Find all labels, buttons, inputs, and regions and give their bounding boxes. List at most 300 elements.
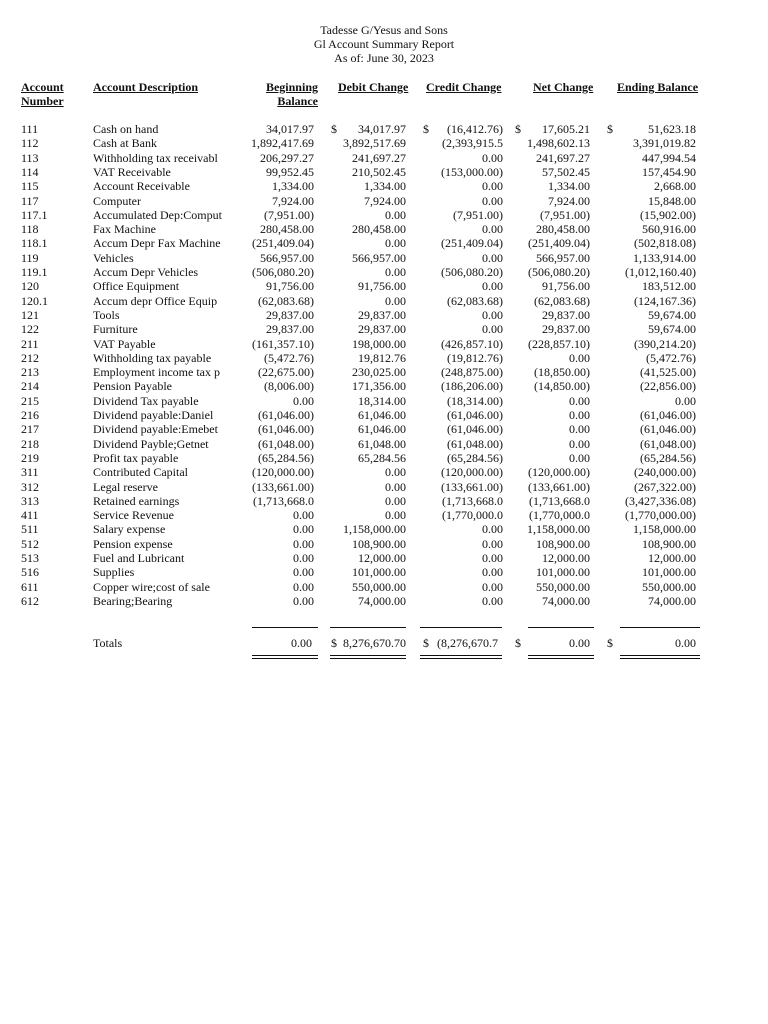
account-description: Accumulated Dep:Comput: [93, 207, 222, 222]
credit-change: 0.00: [482, 307, 503, 322]
table-row: [0, 165, 768, 179]
ending-balance: 560,916.00: [642, 222, 696, 237]
debit-currency: $: [331, 122, 337, 136]
totals-rule-credit: [420, 627, 502, 628]
net-change: (506,080.20): [528, 265, 590, 279]
table-row: [0, 379, 768, 393]
account-description: Service Revenue: [93, 508, 174, 523]
ending-balance: 15,848.00: [648, 193, 696, 208]
account-number: 215: [21, 393, 39, 408]
table-row: [0, 480, 768, 494]
net-change: 101,000.00: [536, 565, 590, 580]
ending-balance: (267,322.00): [634, 479, 696, 494]
account-number: 211: [21, 336, 39, 351]
report-date: As of: June 30, 2023: [334, 51, 434, 65]
net-change: 17,605.21: [542, 122, 590, 136]
beginning-balance: (8,006.00): [264, 379, 314, 394]
net-change: 0.00: [569, 393, 590, 408]
table-row: [0, 437, 768, 451]
col-credit-change: Credit Change: [426, 80, 502, 94]
beginning-balance: 1,334.00: [272, 179, 314, 194]
ending-balance: (3,427,336.08): [625, 493, 696, 508]
beginning-balance: 29,837.00: [266, 322, 314, 337]
account-number: 311: [21, 465, 39, 480]
credit-change: (61,046.00): [447, 408, 503, 422]
table-row: [0, 122, 768, 136]
account-description: Tools: [93, 307, 120, 322]
col-description: Account Description: [93, 80, 198, 94]
beginning-balance: 206,297.27: [260, 150, 314, 165]
ending-balance: (5,472.76): [646, 350, 696, 365]
debit-change: 1,158,000.00: [343, 522, 406, 537]
ending-balance: 1,158,000.00: [633, 522, 696, 537]
ending-balance: 74,000.00: [648, 593, 696, 608]
credit-change: (61,046.00): [447, 422, 503, 437]
table-row: [0, 408, 768, 422]
beginning-balance: (61,046.00): [258, 422, 314, 437]
account-number: 411: [21, 508, 39, 523]
totals-net-currency: $: [515, 636, 521, 650]
debit-change: 74,000.00: [358, 593, 406, 608]
credit-change: (426,857.10): [441, 336, 503, 351]
table-row: [0, 551, 768, 565]
ending-balance: (1,770,000.00): [625, 508, 696, 523]
beginning-balance: 91,756.00: [266, 279, 314, 294]
totals-drule-end: [620, 655, 700, 659]
account-number: 219: [21, 450, 39, 465]
totals-debit: 8,276,670.70: [343, 636, 406, 650]
account-description: Retained earnings: [93, 493, 180, 508]
account-number: 117.1: [21, 207, 48, 222]
account-description: Pension expense: [93, 536, 173, 551]
account-description: Contributed Capital: [93, 465, 188, 480]
net-change: (251,409.04): [528, 236, 590, 251]
ending-balance: (22,856.00): [640, 379, 696, 394]
debit-change: 61,046.00: [358, 408, 406, 422]
net-change: 57,502.45: [542, 164, 590, 179]
account-description: Copper wire;cost of sale: [93, 579, 210, 594]
credit-change: 0.00: [482, 322, 503, 337]
table-row: [0, 179, 768, 193]
account-number: 212: [21, 350, 39, 365]
beginning-balance: (120,000.00): [252, 465, 314, 480]
account-description: Computer: [93, 193, 141, 208]
net-change: 108,900.00: [536, 536, 590, 551]
ending-balance: (390,214.20): [634, 336, 696, 351]
table-row: [0, 465, 768, 479]
account-number: 117: [21, 193, 39, 208]
table-row: [0, 208, 768, 222]
net-change: 566,957.00: [536, 250, 590, 265]
ending-balance: 0.00: [675, 393, 696, 408]
account-number: 516: [21, 565, 39, 580]
beginning-balance: (65,284.56): [258, 450, 314, 465]
account-description: Accum Depr Vehicles: [93, 265, 199, 279]
debit-change: 101,000.00: [352, 565, 406, 580]
net-change: 7,924.00: [548, 193, 590, 208]
beginning-balance: (7,951.00): [264, 207, 314, 222]
table-row: [0, 322, 768, 336]
net-change: 91,756.00: [542, 279, 590, 294]
beginning-balance: 29,837.00: [266, 307, 314, 322]
beginning-balance: (161,357.10): [252, 336, 314, 351]
beginning-balance: 566,957.00: [260, 250, 314, 265]
net-change: (228,857.10): [528, 336, 590, 351]
debit-change: 0.00: [385, 293, 406, 308]
account-number: 512: [21, 536, 39, 551]
table-row: [0, 594, 768, 608]
account-number: 119: [21, 250, 39, 265]
net-change: 1,158,000.00: [527, 522, 590, 537]
account-description: Accum depr Office Equip: [93, 293, 218, 308]
beginning-balance: (5,472.76): [264, 350, 314, 365]
beginning-balance: 99,952.45: [266, 164, 314, 179]
account-number: 312: [21, 479, 39, 494]
totals-drule-beg: [252, 655, 318, 659]
account-description: Supplies: [93, 565, 135, 580]
credit-change: (133,661.00): [441, 479, 503, 494]
account-description: Dividend Tax payable: [93, 393, 199, 408]
net-change: 280,458.00: [536, 222, 590, 237]
debit-change: 91,756.00: [358, 279, 406, 294]
totals-rule-beg: [252, 627, 318, 628]
beginning-balance: 0.00: [293, 522, 314, 537]
account-description: Pension Payable: [93, 379, 172, 394]
credit-change: 0.00: [482, 565, 503, 580]
net-change: 0.00: [569, 408, 590, 422]
net-change: 0.00: [569, 350, 590, 365]
account-description: Fuel and Lubricant: [93, 551, 185, 565]
debit-change: 550,000.00: [352, 579, 406, 594]
net-change: (1,713,668.0: [529, 493, 590, 508]
net-change: 0.00: [569, 422, 590, 437]
totals-rule-end: [620, 627, 700, 628]
debit-change: 18,314.00: [358, 393, 406, 408]
net-change: 12,000.00: [542, 551, 590, 565]
ending-balance: 447,994.54: [642, 150, 696, 165]
table-row: [0, 251, 768, 265]
net-change: 1,334.00: [548, 179, 590, 194]
totals-credit: (8,276,670.7: [437, 636, 498, 650]
debit-change: 1,334.00: [364, 179, 406, 194]
ending-balance: (65,284.56): [640, 450, 696, 465]
credit-change: 0.00: [482, 593, 503, 608]
col-net-change: Net Change: [533, 80, 594, 94]
ending-balance: 1,133,914.00: [633, 250, 696, 265]
account-number: 118.1: [21, 236, 48, 251]
debit-change: 0.00: [385, 465, 406, 480]
debit-change: 0.00: [385, 493, 406, 508]
table-row: [0, 294, 768, 308]
totals-rule-net: [528, 627, 594, 628]
account-description: Legal reserve: [93, 479, 158, 494]
ending-balance: 550,000.00: [642, 579, 696, 594]
ending-balance: (61,046.00): [640, 408, 696, 422]
table-row: [0, 422, 768, 436]
beginning-balance: 280,458.00: [260, 222, 314, 237]
ending-balance: (1,012,160.40): [625, 265, 696, 279]
debit-change: 108,900.00: [352, 536, 406, 551]
totals-label: Totals: [93, 636, 123, 650]
credit-change: (62,083.68): [447, 293, 503, 308]
account-number: 513: [21, 551, 39, 565]
ending-balance: (61,046.00): [640, 422, 696, 437]
debit-change: 0.00: [385, 236, 406, 251]
beginning-balance: 34,017.97: [266, 122, 314, 136]
debit-change: 29,837.00: [358, 322, 406, 337]
net-change: (133,661.00): [528, 479, 590, 494]
account-number: 112: [21, 136, 39, 151]
debit-change: 241,697.27: [352, 150, 406, 165]
account-description: Accum Depr Fax Machine: [93, 236, 221, 251]
ending-balance: 157,454.90: [642, 164, 696, 179]
net-change: (18,850.00): [534, 365, 590, 380]
account-description: Vehicles: [93, 250, 134, 265]
totals-ending: 0.00: [675, 636, 696, 650]
credit-change: (1,770,000.0: [442, 508, 503, 523]
ending-balance: 59,674.00: [648, 307, 696, 322]
net-change: (7,951.00): [540, 207, 590, 222]
net-change: 1,498,602.13: [527, 136, 590, 151]
credit-change: 0.00: [482, 579, 503, 594]
debit-change: 198,000.00: [352, 336, 406, 351]
table-row: [0, 565, 768, 579]
table-row: [0, 522, 768, 536]
ending-balance: (15,902.00): [640, 207, 696, 222]
net-change: (62,083.68): [534, 293, 590, 308]
debit-change: 34,017.97: [358, 122, 406, 136]
account-number: 118: [21, 222, 39, 237]
ending-balance: 51,623.18: [648, 122, 696, 136]
beginning-balance: (22,675.00): [258, 365, 314, 380]
account-number: 113: [21, 150, 39, 165]
account-description: Dividend payable:Emebet: [93, 422, 218, 437]
credit-change: (1,713,668.0: [442, 493, 503, 508]
net-change: 0.00: [569, 436, 590, 451]
debit-change: 280,458.00: [352, 222, 406, 237]
account-number: 313: [21, 493, 39, 508]
report-title: Gl Account Summary Report: [313, 37, 455, 51]
account-number: 218: [21, 436, 39, 451]
account-number: 217: [21, 422, 39, 437]
account-description: Office Equipment: [93, 279, 180, 294]
debit-change: 0.00: [385, 508, 406, 523]
table-row: [0, 236, 768, 250]
table-row: [0, 451, 768, 465]
debit-change: 19,812.76: [358, 350, 406, 365]
net-change: 29,837.00: [542, 322, 590, 337]
credit-change: 0.00: [482, 250, 503, 265]
account-description: Dividend Payble;Getnet: [93, 436, 209, 451]
table-row: [0, 394, 768, 408]
net-change: (14,850.00): [534, 379, 590, 394]
ending-balance: (502,818.08): [634, 236, 696, 251]
credit-change: 0.00: [482, 522, 503, 537]
beginning-balance: (62,083.68): [258, 293, 314, 308]
account-description: VAT Receivable: [93, 164, 171, 179]
net-change: 29,837.00: [542, 307, 590, 322]
credit-change: (7,951.00): [453, 207, 503, 222]
account-number: 119.1: [21, 265, 48, 279]
beginning-balance: 1,892,417.69: [251, 136, 314, 151]
table-row: [0, 265, 768, 279]
debit-change: 29,837.00: [358, 307, 406, 322]
credit-change: (506,080.20): [441, 265, 503, 279]
credit-change: 0.00: [482, 551, 503, 565]
table-row: [0, 580, 768, 594]
col-ending-balance: Ending Balance: [617, 80, 699, 94]
debit-change: 0.00: [385, 265, 406, 279]
account-description: Furniture: [93, 322, 138, 337]
net-change: (120,000.00): [528, 465, 590, 480]
totals-credit-currency: $: [423, 636, 429, 650]
debit-change: 210,502.45: [352, 164, 406, 179]
end-currency: $: [607, 122, 613, 136]
totals-rule-debit: [330, 627, 406, 628]
totals-debit-currency: $: [331, 636, 337, 650]
account-number: 612: [21, 593, 39, 608]
beginning-balance: (133,661.00): [252, 479, 314, 494]
ending-balance: 101,000.00: [642, 565, 696, 580]
account-description: Bearing;Bearing: [93, 593, 173, 608]
debit-change: 12,000.00: [358, 551, 406, 565]
totals-net: 0.00: [569, 636, 590, 650]
net-change: 0.00: [569, 450, 590, 465]
ending-balance: (124,167.36): [634, 293, 696, 308]
net-change: (1,770,000.0: [529, 508, 590, 523]
credit-currency: $: [423, 122, 429, 136]
account-description: Fax Machine: [93, 222, 156, 237]
totals-beginning: 0.00: [291, 636, 312, 650]
credit-change: 0.00: [482, 193, 503, 208]
net-change: 241,697.27: [536, 150, 590, 165]
account-description: Withholding tax payable: [93, 350, 212, 365]
debit-change: 566,957.00: [352, 250, 406, 265]
debit-change: 7,924.00: [364, 193, 406, 208]
debit-change: 0.00: [385, 207, 406, 222]
debit-change: 0.00: [385, 479, 406, 494]
account-description: Dividend payable:Daniel: [93, 408, 214, 422]
ending-balance: 183,512.00: [642, 279, 696, 294]
account-number: 121: [21, 307, 39, 322]
account-number: 114: [21, 164, 39, 179]
ending-balance: 3,391,019.82: [633, 136, 696, 151]
beginning-balance: (251,409.04): [252, 236, 314, 251]
ending-balance: (41,525.00): [640, 365, 696, 380]
ending-balance: (240,000.00): [634, 465, 696, 480]
debit-change: 61,048.00: [358, 436, 406, 451]
account-number: 120: [21, 279, 39, 294]
debit-change: 3,892,517.69: [343, 136, 406, 151]
account-description: Salary expense: [93, 522, 166, 537]
debit-change: 65,284.56: [358, 450, 406, 465]
credit-change: (18,314.00): [447, 393, 503, 408]
col-debit-change: Debit Change: [338, 80, 409, 94]
account-description: VAT Payable: [93, 336, 156, 351]
beginning-balance: (61,048.00): [258, 436, 314, 451]
account-description: Withholding tax receivabl: [93, 150, 218, 165]
credit-change: (251,409.04): [441, 236, 503, 251]
account-number: 214: [21, 379, 39, 394]
credit-change: 0.00: [482, 222, 503, 237]
totals-drule-credit: [420, 655, 502, 659]
credit-change: (153,000.00): [441, 164, 503, 179]
ending-balance: 12,000.00: [648, 551, 696, 565]
totals-row: [0, 636, 768, 650]
table-row: [0, 308, 768, 322]
company-name: Tadesse G/Yesus and Sons: [320, 23, 448, 37]
debit-change: 230,025.00: [352, 365, 406, 380]
account-number: 213: [21, 365, 39, 380]
credit-change: (65,284.56): [447, 450, 503, 465]
table-row: [0, 136, 768, 150]
totals-end-currency: $: [607, 636, 613, 650]
table-row: [0, 279, 768, 293]
beginning-balance: 0.00: [293, 579, 314, 594]
ending-balance: (61,048.00): [640, 436, 696, 451]
beginning-balance: (61,046.00): [258, 408, 314, 422]
table-row: [0, 222, 768, 236]
col-account-number: Account Number: [21, 80, 64, 108]
beginning-balance: 7,924.00: [272, 193, 314, 208]
account-description: Profit tax payable: [93, 450, 179, 465]
account-description: Account Receivable: [93, 179, 190, 194]
ending-balance: 59,674.00: [648, 322, 696, 337]
table-row: [0, 194, 768, 208]
credit-change: (19,812.76): [447, 350, 503, 365]
beginning-balance: 0.00: [293, 508, 314, 523]
totals-drule-net: [528, 655, 594, 659]
credit-change: 0.00: [482, 536, 503, 551]
beginning-balance: (506,080.20): [252, 265, 314, 279]
account-number: 216: [21, 408, 39, 422]
credit-change: 0.00: [482, 150, 503, 165]
table-row: [0, 351, 768, 365]
credit-change: (186,206.00): [441, 379, 503, 394]
ending-balance: 2,668.00: [654, 179, 696, 194]
beginning-balance: (1,713,668.0: [253, 493, 314, 508]
account-number: 611: [21, 579, 39, 594]
account-number: 115: [21, 179, 39, 194]
credit-change: (61,048.00): [447, 436, 503, 451]
account-number: 120.1: [21, 293, 48, 308]
account-description: Employment income tax p: [93, 365, 220, 380]
col-beginning-balance: Beginning Balance: [265, 80, 318, 108]
debit-change: 171,356.00: [352, 379, 406, 394]
beginning-balance: 0.00: [293, 565, 314, 580]
credit-change: (120,000.00): [441, 465, 503, 480]
net-change: 74,000.00: [542, 593, 590, 608]
beginning-balance: 0.00: [293, 536, 314, 551]
net-change: 550,000.00: [536, 579, 590, 594]
table-row: [0, 537, 768, 551]
totals-drule-debit: [330, 655, 406, 659]
net-currency: $: [515, 122, 521, 136]
account-number: 122: [21, 322, 39, 337]
beginning-balance: 0.00: [293, 393, 314, 408]
beginning-balance: 0.00: [293, 593, 314, 608]
account-number: 511: [21, 522, 39, 537]
account-description: Cash at Bank: [93, 136, 157, 151]
credit-change: (248,875.00): [441, 365, 503, 380]
credit-change: 0.00: [482, 179, 503, 194]
table-row: [0, 151, 768, 165]
credit-change: 0.00: [482, 279, 503, 294]
ending-balance: 108,900.00: [642, 536, 696, 551]
beginning-balance: 0.00: [293, 551, 314, 565]
table-row: [0, 508, 768, 522]
credit-change: (2,393,915.5: [442, 136, 503, 151]
